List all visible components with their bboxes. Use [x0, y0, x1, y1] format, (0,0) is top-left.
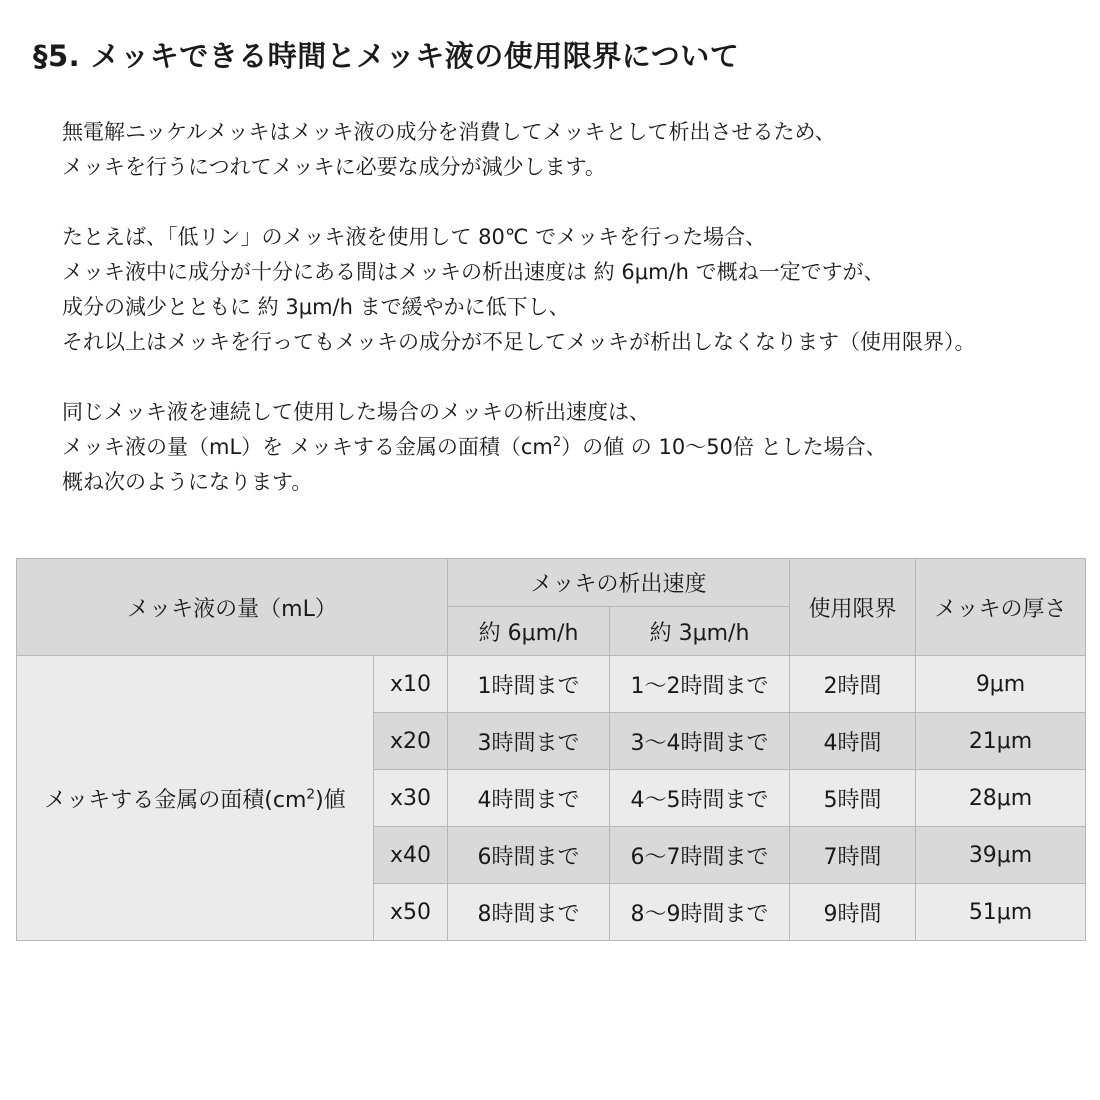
- cell-rate-slow: 1～2時間まで: [610, 656, 790, 713]
- cell-rate-fast: 1時間まで: [448, 656, 610, 713]
- cell-thickness: 21μm: [916, 713, 1086, 770]
- paragraph-consumption: [62, 115, 1072, 185]
- cell-usage-limit: 4時間: [790, 713, 916, 770]
- cell-rate-slow: 8～9時間まで: [610, 884, 790, 941]
- header-rate-slow: 約 3μm/h: [610, 607, 790, 656]
- text-line: メッキ液中に成分が十分にある間はメッキの析出速度は 約 6μm/h で概ね一定ですが、: [62, 260, 885, 284]
- text-fragment: メッキする金属の面積(cm: [44, 787, 307, 813]
- header-rate-fast: 約 6μm/h: [448, 607, 610, 656]
- cell-rate-fast: 3時間まで: [448, 713, 610, 770]
- cell-rate-slow: 3～4時間まで: [610, 713, 790, 770]
- page-title: §5. メッキできる時間とメッキ液の使用限界について: [33, 39, 740, 73]
- cell-rate-fast: 6時間まで: [448, 827, 610, 884]
- text-line: 成分の減少とともに 約 3μm/h まで緩やかに低下し、: [62, 295, 570, 319]
- cell-multiplier: x10: [374, 656, 448, 713]
- row-label-area: [17, 656, 374, 941]
- cell-multiplier: x40: [374, 827, 448, 884]
- paragraph-example: [62, 220, 1072, 360]
- text-line: 無電解ニッケルメッキはメッキ液の成分を消費してメッキとして析出させるため、: [62, 120, 836, 144]
- text-line: 同じメッキ液を連続して使用した場合のメッキの析出速度は、: [62, 400, 650, 424]
- text-fragment: )値: [315, 787, 346, 813]
- cell-rate-fast: 8時間まで: [448, 884, 610, 941]
- superscript: 2: [552, 435, 562, 450]
- text-line: 概ね次のようになります。: [62, 470, 313, 494]
- cell-multiplier: x20: [374, 713, 448, 770]
- header-usage-limit: 使用限界: [790, 559, 916, 656]
- table-row: [17, 656, 1086, 713]
- text-line: たとえば、「低リン」のメッキ液を使用して 80℃ でメッキを行った場合、: [62, 225, 767, 249]
- cell-rate-slow: 6～7時間まで: [610, 827, 790, 884]
- header-thickness: メッキの厚さ: [916, 559, 1086, 656]
- cell-multiplier: x50: [374, 884, 448, 941]
- cell-multiplier: x30: [374, 770, 448, 827]
- superscript: 2: [306, 786, 316, 803]
- header-deposition-rate: メッキの析出速度: [448, 559, 790, 607]
- cell-usage-limit: 7時間: [790, 827, 916, 884]
- cell-usage-limit: 9時間: [790, 884, 916, 941]
- cell-thickness: 39μm: [916, 827, 1086, 884]
- table-header-row: [17, 559, 1086, 607]
- cell-rate-fast: 4時間まで: [448, 770, 610, 827]
- cell-rate-slow: 4～5時間まで: [610, 770, 790, 827]
- cell-thickness: 9μm: [916, 656, 1086, 713]
- cell-usage-limit: 5時間: [790, 770, 916, 827]
- text-line: メッキを行うにつれてメッキに必要な成分が減少します。: [62, 155, 606, 179]
- text-line: それ以上はメッキを行ってもメッキの成分が不足してメッキが析出しなくなります（使用限界）。: [62, 330, 976, 354]
- header-volume: メッキ液の量（mL）: [17, 559, 448, 656]
- body-text: [62, 115, 1072, 535]
- text-fragment: メッキ液の量（mL）を メッキする金属の面積（cm: [62, 435, 553, 459]
- cell-thickness: 51μm: [916, 884, 1086, 941]
- text-fragment: ）の値 の 10～50倍 とした場合、: [561, 435, 887, 459]
- text-line: [62, 430, 1072, 465]
- paragraph-continuous-use: [62, 395, 1072, 500]
- cell-usage-limit: 2時間: [790, 656, 916, 713]
- cell-thickness: 28μm: [916, 770, 1086, 827]
- plating-time-table: [16, 558, 1086, 941]
